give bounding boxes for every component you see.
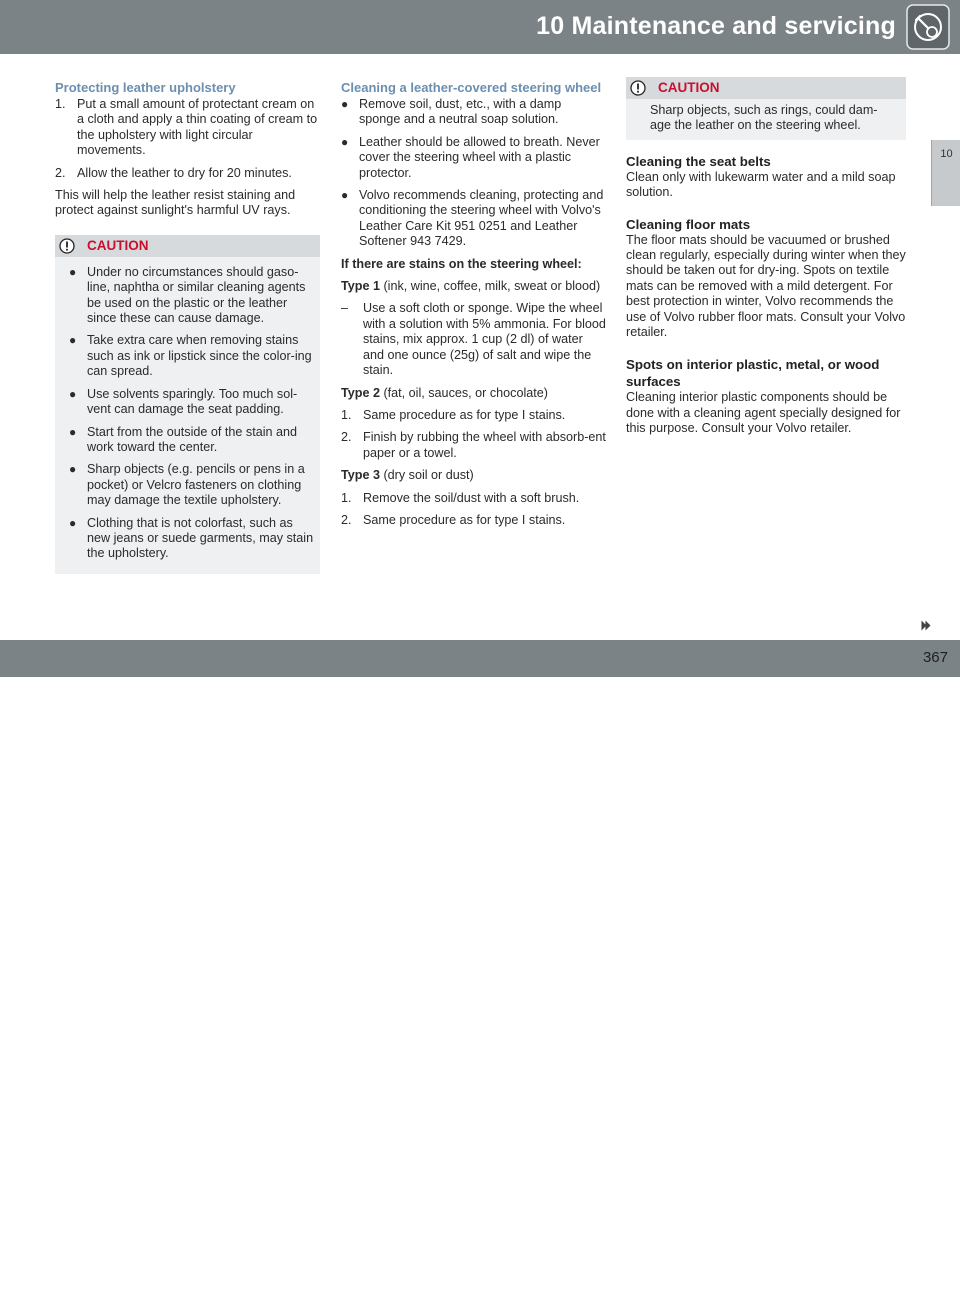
paragraph: Cleaning interior plastic components should be done with a cleaning agent specially designed for this purpose. Consult your Volvo retailer.	[626, 390, 901, 436]
step-number: 2.	[341, 512, 352, 527]
type-label: Type 1	[341, 279, 380, 294]
step-number: 1.	[341, 490, 352, 505]
column-leather-upholstery	[55, 80, 320, 574]
bullet-list	[341, 97, 606, 250]
bullet-text: Remove soil, dust, etc., with a damp sponge and a neutral soap solution.	[359, 97, 562, 127]
list-item	[69, 425, 314, 456]
next-page-arrows[interactable]: ⏵⏵	[920, 617, 928, 633]
bullet-icon: ●	[69, 462, 77, 477]
step-number: 1.	[55, 97, 66, 111]
caution-list	[55, 257, 320, 574]
column-cleaning	[626, 80, 906, 444]
list-item	[69, 333, 314, 379]
steps-list	[341, 491, 606, 529]
list-item	[341, 491, 606, 506]
bullet-icon: ●	[69, 515, 77, 530]
bullet-text: Under no circumstances should gaso-line, naphtha or similar cleaning agents be used on the plastic or the leather since these can cause damage.	[87, 264, 306, 326]
step-number: 1.	[341, 407, 352, 422]
step-text: Finish by rubbing the wheel with absorb-ent paper or a towel.	[363, 430, 606, 460]
type-label: Type 2	[341, 385, 380, 400]
page-number: 367	[922, 649, 948, 666]
type-desc: (fat, oil, sauces, or chocolate)	[379, 385, 548, 400]
bullet-text: Leather should be allowed to breath. Never cover the steering wheel with a plastic protector.	[359, 134, 600, 180]
steps-list	[55, 97, 320, 181]
step-text: Put a small amount of protectant cream on a cloth and apply a thin coating of cream to the upholstery with light circular movements.	[77, 97, 318, 158]
bullet-icon: ●	[69, 264, 77, 279]
step-number: 2.	[341, 430, 352, 445]
list-item	[55, 97, 320, 159]
caution-box	[55, 235, 320, 574]
step-text: Allow the leather to dry for 20 minutes.	[77, 165, 292, 180]
paragraph: This will help the leather resist staining and protect against sunlight's harmful UV rays.	[55, 188, 296, 218]
list-item	[69, 462, 314, 508]
paragraph: The floor mats should be vacuumed or brushed clean regularly, especially during winter when they should be taken out for dry-ing. Spots on textile mats can be removed with a mild detergent. For best protection in winter, Volvo recommends the use of Volvo rubber floor mats. Consult your Volvo retailer.	[626, 232, 906, 340]
caution-header	[626, 77, 906, 99]
chapter-tab[interactable]	[931, 140, 960, 206]
bullet-text: Clothing that is not colorfast, such as new jeans or suede garments, may stain the upholstery.	[87, 515, 314, 561]
section-heading: Cleaning floor mats	[626, 216, 751, 232]
list-item	[55, 166, 320, 181]
list-item	[69, 387, 314, 418]
caution-title: CAUTION	[87, 237, 149, 253]
caution-text: Sharp objects, such as rings, could dam-age the leather on the steering wheel.	[650, 103, 878, 133]
warning-icon	[59, 238, 75, 254]
bullet-text: Use solvents sparingly. Too much sol-vent can damage the seat padding.	[87, 386, 298, 417]
list-item	[69, 265, 314, 327]
type3-line	[341, 468, 606, 483]
page-footer	[0, 640, 960, 1310]
list-item	[341, 513, 606, 528]
list-item	[341, 301, 606, 378]
bullet-text: Take extra care when removing stains such as ink or lipstick since the color-ing can spread.	[87, 333, 312, 379]
list-item	[341, 430, 606, 461]
list-item	[341, 135, 606, 181]
step-text: Same procedure as for type I stains.	[363, 512, 566, 527]
steps-list	[341, 408, 606, 461]
paragraph: Clean only with lukewarm water and a mild soap solution.	[626, 169, 896, 200]
type-label: Type 3	[341, 468, 380, 483]
caution-title: CAUTION	[658, 80, 720, 95]
bullet-icon: ●	[341, 188, 349, 203]
chapter-tab-label: 10	[940, 148, 953, 160]
caution-box	[626, 77, 906, 140]
bullet-text: Volvo recommends cleaning, protecting and conditioning the steering wheel with Volvo's Leather Care Kit 951 0251 and Leather Softener 943 7429.	[359, 188, 604, 249]
wrench-gear-icon	[906, 4, 950, 50]
type2-line	[341, 386, 606, 401]
list-item	[341, 97, 606, 128]
page-header	[0, 0, 960, 54]
list-item	[341, 408, 606, 423]
step-number: 2.	[55, 165, 66, 180]
stains-heading: If there are stains on the steering wheel:	[341, 256, 582, 271]
section-heading: Spots on interior plastic, metal, or wood surfaces	[626, 357, 880, 390]
bullet-icon: ●	[69, 424, 77, 439]
bullet-icon: ●	[341, 97, 349, 111]
column-steering-wheel	[341, 80, 606, 535]
dash-text: Use a soft cloth or sponge. Wipe the wheel with a solution with 5% ammonia. For blood stains, mix approx. 1 cup (2 dl) of water and one ounce (25g) of salt and wipe the stain.	[363, 301, 606, 378]
step-text: Same procedure as for type I stains.	[363, 407, 566, 422]
list-item	[69, 516, 314, 562]
bullet-text: Start from the outside of the stain and work toward the center.	[87, 424, 298, 454]
type-desc: (ink, wine, coffee, milk, sweat or blood)	[379, 279, 601, 294]
warning-icon	[630, 80, 646, 96]
step-text: Remove the soil/dust with a soft brush.	[363, 490, 580, 505]
bullet-icon: ●	[69, 333, 77, 348]
bullet-text: Sharp objects (e.g. pencils or pens in a pocket) or Velcro fasteners on clothing may damage the textile upholstery.	[87, 462, 305, 508]
watermark: carmanualsonline.info	[540, 1288, 763, 1310]
list-item	[341, 188, 606, 250]
chapter-title: 10 Maintenance and servicing	[536, 12, 896, 40]
dash-marker: –	[341, 301, 349, 316]
section-heading: Protecting leather upholstery	[55, 80, 236, 95]
type-desc: (dry soil or dust)	[379, 468, 474, 483]
bullet-icon: ●	[341, 134, 349, 149]
bullet-icon: ●	[69, 386, 77, 401]
section-heading: Cleaning a leather-covered steering wheel	[341, 80, 602, 95]
type1-line	[341, 279, 606, 294]
caution-header	[55, 235, 320, 257]
section-heading: Cleaning the seat belts	[626, 153, 771, 169]
